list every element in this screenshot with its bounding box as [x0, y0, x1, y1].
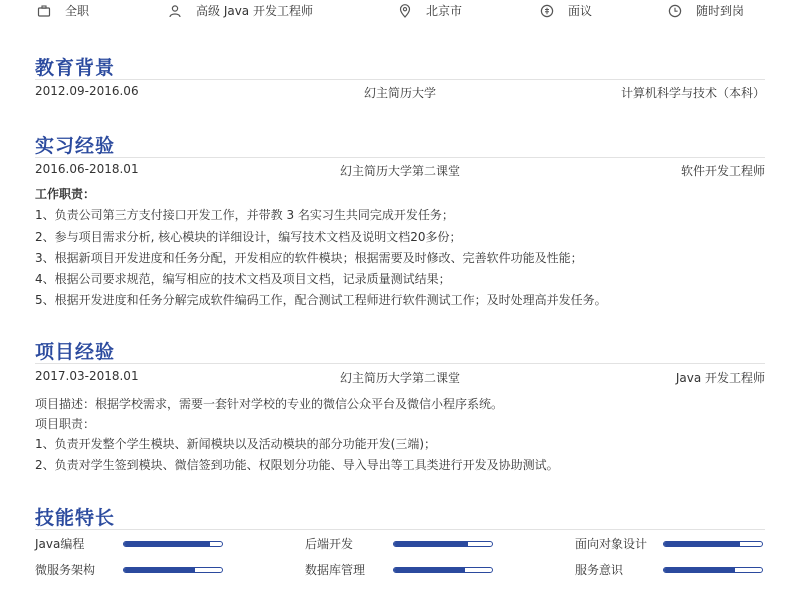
skill-name: 服务意识	[575, 563, 624, 577]
skill-item	[575, 535, 775, 551]
position-text: 高级 Java 开发工程师	[196, 4, 313, 18]
city-text: 北京市	[426, 4, 463, 18]
briefcase-icon	[37, 4, 51, 18]
internship-row	[35, 162, 765, 180]
skill-level-fill	[664, 568, 735, 572]
skill-level-bar	[663, 541, 763, 547]
internship-section-title: 实习经验	[35, 135, 116, 157]
internship-duties-label: 工作职责：	[35, 187, 96, 201]
skill-level-fill	[124, 542, 210, 546]
project-role: Java 开发工程师	[675, 371, 765, 385]
project-duty-item: 1、负责开发整个学生模块、新闻模块以及活动模块的部分功能开发(三端)；	[35, 437, 437, 451]
project-period: 2017.03-2018.01	[35, 369, 139, 383]
section-divider	[35, 157, 765, 158]
skill-item	[35, 561, 235, 577]
internship-period: 2016.06-2018.01	[35, 162, 139, 176]
availability-item	[668, 2, 744, 19]
clock-icon	[668, 4, 682, 18]
skill-name: 数据库管理	[305, 563, 366, 577]
internship-duty-item: 5、根据开发进度和任务分解完成软件编码工作，配合测试工程师进行软件测试工作；及时处理高并发任务。	[35, 293, 607, 307]
skill-item	[305, 561, 505, 577]
skill-name: 后端开发	[305, 537, 354, 551]
section-divider	[35, 363, 765, 364]
education-section-title: 教育背景	[35, 57, 116, 79]
education-period: 2012.09-2016.06	[35, 84, 139, 98]
skill-level-bar	[123, 541, 223, 547]
skill-name: Java编程	[35, 537, 85, 551]
user-icon	[168, 4, 182, 18]
skill-name: 微服务架构	[35, 563, 96, 577]
skill-item	[305, 535, 505, 551]
project-duties-label: 项目职责：	[35, 417, 96, 431]
project-company: 幻主简历大学第二课堂	[339, 371, 460, 385]
skills-section-title: 技能特长	[35, 507, 116, 529]
skill-level-bar	[123, 567, 223, 573]
salary-text: 面议	[568, 4, 593, 18]
skill-level-fill	[664, 542, 740, 546]
project-duty-item: 2、负责对学生签到模块、微信签到功能、权限划分功能、导入导出等工具类进行开发及协助测试。	[35, 458, 559, 472]
skill-level-fill	[124, 568, 195, 572]
skill-level-bar	[663, 567, 763, 573]
project-row	[35, 369, 765, 387]
location-pin-icon	[398, 4, 412, 18]
education-major: 计算机科学与技术（本科）	[620, 86, 765, 100]
section-divider	[35, 79, 765, 80]
skill-item	[35, 535, 235, 551]
position-item	[168, 2, 313, 19]
city-item	[398, 2, 462, 19]
section-divider	[35, 529, 765, 530]
internship-role: 软件开发工程师	[680, 164, 765, 178]
job-type-item	[37, 2, 89, 19]
education-row	[35, 84, 765, 102]
skill-name: 面向对象设计	[575, 537, 648, 551]
skill-level-bar	[393, 541, 493, 547]
project-description: 项目描述：根据学校需求，需要一套针对学校的专业的微信公众平台及微信小程序系统。	[35, 397, 504, 411]
project-section-title: 项目经验	[35, 341, 116, 363]
job-intention-bar	[0, 0, 800, 24]
skill-item	[575, 561, 775, 577]
internship-duty-item: 2、参与项目需求分析, 核心模块的详细设计，编写技术文档及说明文档20多份；	[35, 230, 462, 244]
internship-duty-item: 4、根据公司要求规范，编写相应的技术文档及项目文档，记录质量测试结果；	[35, 272, 451, 286]
internship-company: 幻主简历大学第二课堂	[339, 164, 460, 178]
internship-duty-item: 3、根据新项目开发进度和任务分配，开发相应的软件模块；根据需要及时修改、完善软件功能及性能；	[35, 251, 583, 265]
salary-item	[540, 2, 592, 19]
skill-level-fill	[394, 542, 468, 546]
job-type-text: 全职	[65, 4, 90, 18]
availability-text: 随时到岗	[696, 4, 745, 18]
skill-level-bar	[393, 567, 493, 573]
money-icon	[540, 4, 554, 18]
skill-level-fill	[394, 568, 465, 572]
education-school: 幻主简历大学	[363, 86, 436, 100]
internship-duty-item: 1、负责公司第三方支付接口开发工作，并带教 3 名实习生共同完成开发任务；	[35, 208, 454, 222]
